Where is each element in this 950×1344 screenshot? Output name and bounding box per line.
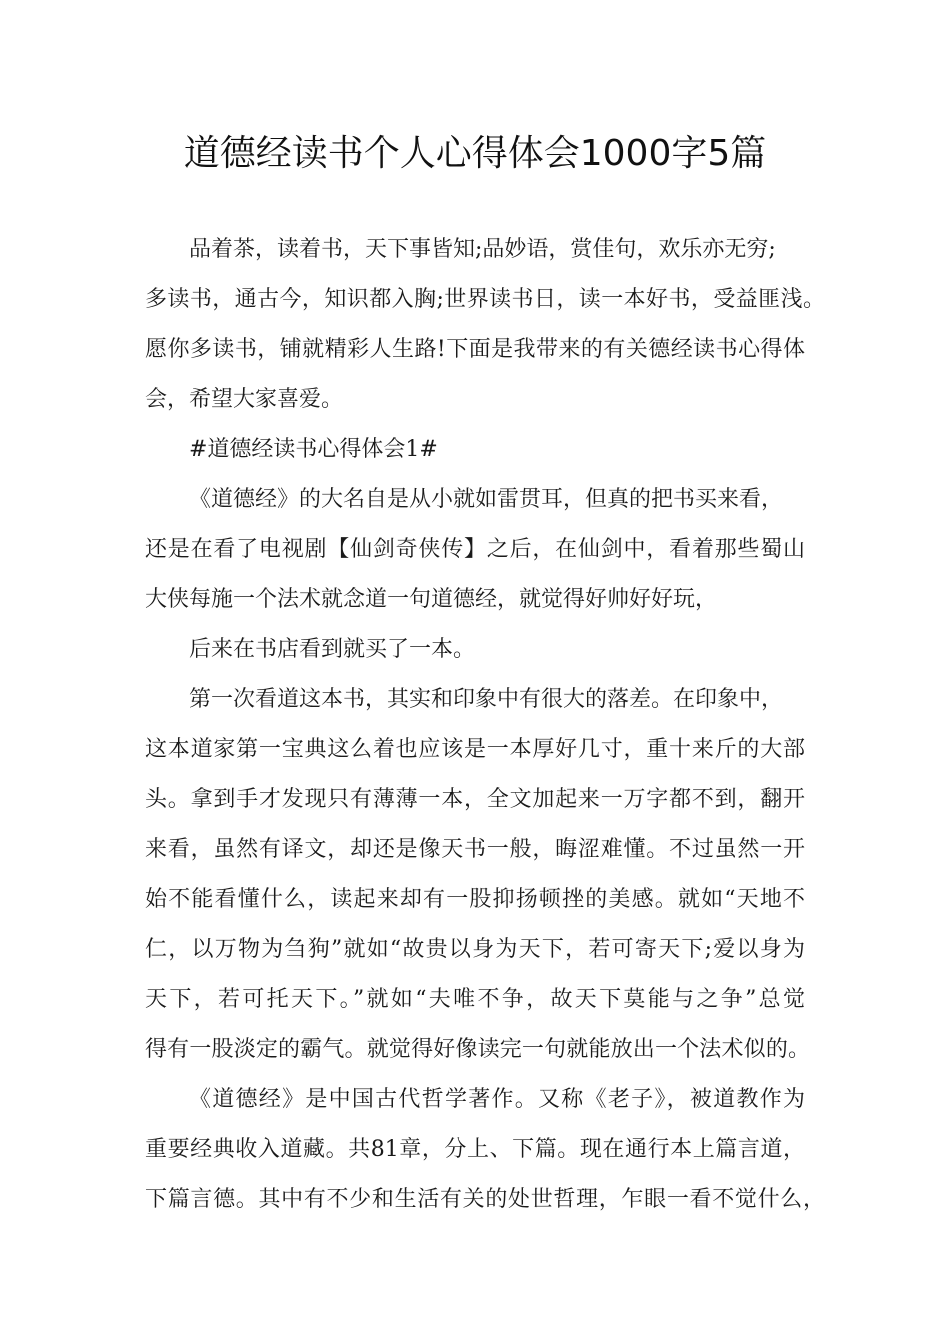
paragraph-line: 后来在书店看到就买了一本。: [189, 637, 476, 662]
paragraph-line: 重要经典收入道藏。共81章，分上、下篇。现在通行本上篇言道，: [145, 1137, 805, 1162]
paragraph-line: 愿你多读书，铺就精彩人生路!下面是我带来的有关德经读书心得体: [145, 337, 805, 362]
paragraph-line: 得有一股淡定的霸气。就觉得好像读完一句就能放出一个法术似的。: [145, 1037, 810, 1062]
paragraph-line: 始不能看懂什么，读起来却有一股抑扬顿挫的美感。就如“天地不: [145, 887, 805, 912]
paragraph-line: 大侠每施一个法术就念道一句道德经，就觉得好帅好好玩，: [145, 587, 718, 612]
paragraph-line: 来看，虽然有译文，却还是像天书一般，晦涩难懂。不过虽然一开: [145, 837, 805, 862]
paragraph-line: 头。拿到手才发现只有薄薄一本，全文加起来一万字都不到，翻开: [145, 787, 805, 812]
paragraph-line: 下篇言德。其中有不少和生活有关的处世哲理，乍眼一看不觉什么，: [145, 1187, 825, 1212]
paragraph-line: 这本道家第一宝典这么着也应该是一本厚好几寸，重十来斤的大部: [145, 737, 805, 762]
paragraph-line: 还是在看了电视剧【仙剑奇侠传】之后，在仙剑中，看着那些蜀山: [145, 537, 805, 562]
paragraph-line: 会，希望大家喜爱。: [145, 387, 344, 412]
paragraph-line: 品着茶，读着书，天下事皆知;品妙语，赏佳句，欢乐亦无穷;: [189, 237, 776, 262]
section-heading: #道德经读书心得体会1#: [189, 437, 438, 462]
paragraph-line: 《道德经》的大名自是从小就如雷贯耳，但真的把书买来看，: [189, 487, 784, 512]
paragraph-line: 仁，以万物为刍狗”就如“故贵以身为天下，若可寄天下;爱以身为: [145, 937, 805, 962]
paragraph-line: 天下，若可托天下。”就如“夫唯不争，故天下莫能与之争”总觉: [145, 987, 805, 1012]
paragraph-line: 《道德经》是中国古代哲学著作。又称《老子》，被道教作为: [189, 1087, 805, 1112]
document-title: 道德经读书个人心得体会1000字5篇: [183, 133, 767, 174]
paragraph-line: 多读书，通古今，知识都入胸;世界读书日，读一本好书，受益匪浅。: [145, 287, 825, 312]
paragraph-line: 第一次看道这本书，其实和印象中有很大的落差。在印象中，: [189, 687, 784, 712]
